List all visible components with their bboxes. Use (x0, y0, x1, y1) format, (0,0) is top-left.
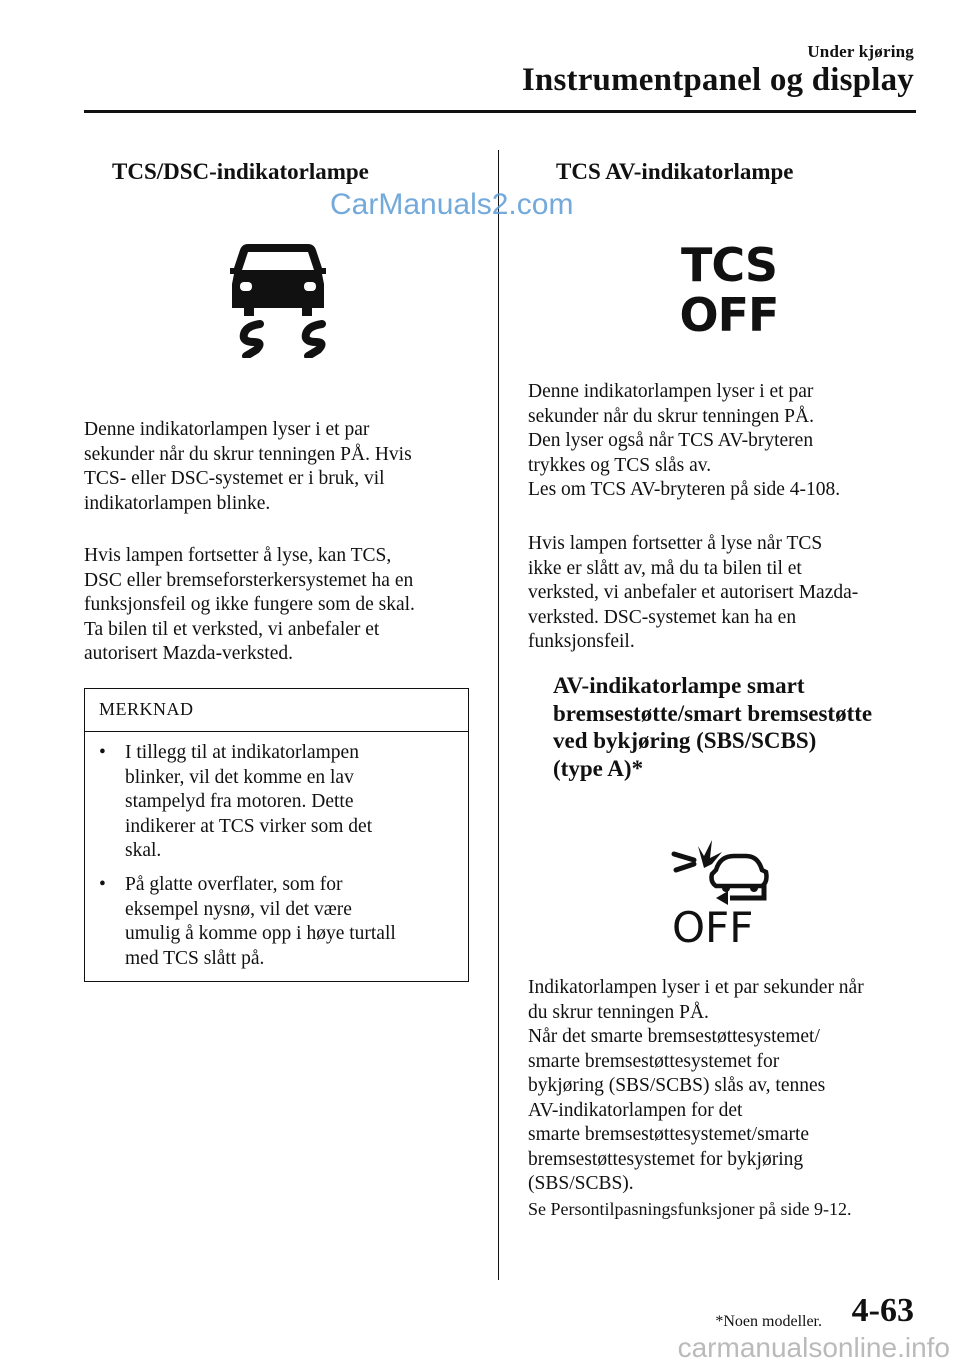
page-number: 4-63 (851, 1292, 914, 1329)
text-line: funksjonsfeil og ikke fungere som de skal. (84, 594, 415, 615)
watermark-top: CarManuals2.com (330, 188, 574, 221)
text-line: indikerer at TCS virker som det (125, 815, 373, 837)
text-line: skal. (125, 840, 162, 861)
text-line: Hvis lampen fortsetter å lyse, kan TCS, (84, 545, 392, 566)
sbs-off-paragraph (528, 976, 928, 1221)
tcs-dsc-heading: TCS/DSC-indikatorlampe (112, 159, 369, 184)
bullet: • (99, 742, 106, 763)
text-line: (SBS/SCBS). (528, 1173, 634, 1194)
page-title: Instrumentpanel og display (521, 62, 914, 98)
text-line: du skrur tenningen PÅ. (528, 1001, 709, 1023)
text-line: smarte bremsestøttesystemet for (528, 1050, 780, 1072)
text-line: stampelyd fra motoren. Dette (125, 791, 354, 812)
text-line: TCS- eller DSC-systemet er i bruk, vil (84, 468, 385, 489)
tcs-off-icon-line1: TCS (680, 238, 778, 292)
text-line: med TCS slått på. (125, 947, 265, 969)
heading-line: ved bykjøring (SBS/SCBS) (553, 728, 817, 753)
text-line: umulig å komme opp i høye turtall (125, 923, 396, 944)
text-line: funksjonsfeil. (528, 631, 635, 652)
tcs-off-icon-line2: OFF (679, 288, 779, 342)
tcs-dsc-skid-car-icon (226, 238, 330, 358)
text-line: Les om TCS AV-bryteren på side 4-108. (528, 479, 841, 500)
note-box (84, 688, 469, 982)
text-line: bremsestøttesystemet for bykjøring (528, 1148, 804, 1170)
text-line: sekunder når du skrur tenningen PÅ. (528, 405, 814, 427)
text-line: Denne indikatorlampen lyser i et par (528, 381, 814, 402)
text-line: Ta bilen til et verksted, vi anbefaler et (84, 618, 380, 640)
text-line: smarte bremsestøttesystemet/smarte (528, 1124, 810, 1145)
text-line: Den lyser også når TCS AV-bryteren (528, 430, 814, 451)
text-line: autorisert Mazda-verksted. (84, 643, 293, 664)
watermark-bottom: carmanualsonline.info (677, 1332, 950, 1363)
text-line: eksempel nysnø, vil det være (125, 898, 352, 920)
text-line: Når det smarte bremsestøttesystemet/ (528, 1026, 820, 1047)
tcs-off-icon (674, 240, 784, 340)
heading-line: bremsestøtte/smart bremsestøtte (553, 700, 873, 726)
footnote: *Noen modeller. (715, 1313, 822, 1330)
text-line: Indikatorlampen lyser i et par sekunder når (528, 977, 864, 998)
cross-reference: Se Persontilpasningsfunksjoner på side 9-12. (528, 1198, 852, 1219)
column-divider (498, 150, 499, 1280)
text-line: verksted. DSC-systemet kan ha en (528, 606, 797, 628)
text-line: bykjøring (SBS/SCBS) slås av, tennes (528, 1075, 826, 1096)
tcs-off-paragraph-2 (528, 532, 928, 655)
tcs-dsc-paragraph-1 (84, 418, 484, 516)
tcs-off-paragraph-1 (528, 380, 928, 503)
header-rule (84, 110, 916, 113)
heading-line: (type A)* (553, 755, 644, 781)
text-line: ikke er slått av, må du ta bilen til et (528, 557, 802, 579)
text-line: verksted, vi anbefaler et autorisert Mazda- (528, 582, 859, 603)
note-title: MERKNAD (99, 699, 194, 719)
text-line: trykkes og TCS slås av. (528, 454, 712, 476)
text-line: indikatorlampen blinke. (84, 492, 271, 514)
text-line: På glatte overflater, som for (125, 874, 343, 895)
bullet: • (99, 874, 106, 895)
text-line: blinker, vil det komme en lav (125, 766, 354, 788)
sbs-scbs-off-icon (668, 836, 778, 946)
sbs-off-heading (553, 672, 872, 782)
text-line: I tillegg til at indikatorlampen (125, 742, 359, 763)
heading-line: AV-indikatorlampe smart (553, 673, 805, 698)
note-item (99, 873, 449, 971)
text-line: sekunder når du skrur tenningen PÅ. Hvis (84, 443, 412, 465)
sbs-off-label: OFF (672, 903, 754, 946)
text-line: DSC eller bremseforsterkersystemet ha en (84, 569, 414, 591)
text-line: Denne indikatorlampen lyser i et par (84, 419, 370, 440)
text-line: AV-indikatorlampen for det (528, 1099, 743, 1121)
tcs-off-heading: TCS AV-indikatorlampe (556, 159, 794, 184)
note-item (99, 741, 449, 864)
text-line: Hvis lampen fortsetter å lyse når TCS (528, 533, 823, 554)
tcs-dsc-paragraph-2 (84, 544, 484, 667)
note-divider (85, 731, 468, 732)
section-label: Under kjøring (807, 42, 914, 61)
